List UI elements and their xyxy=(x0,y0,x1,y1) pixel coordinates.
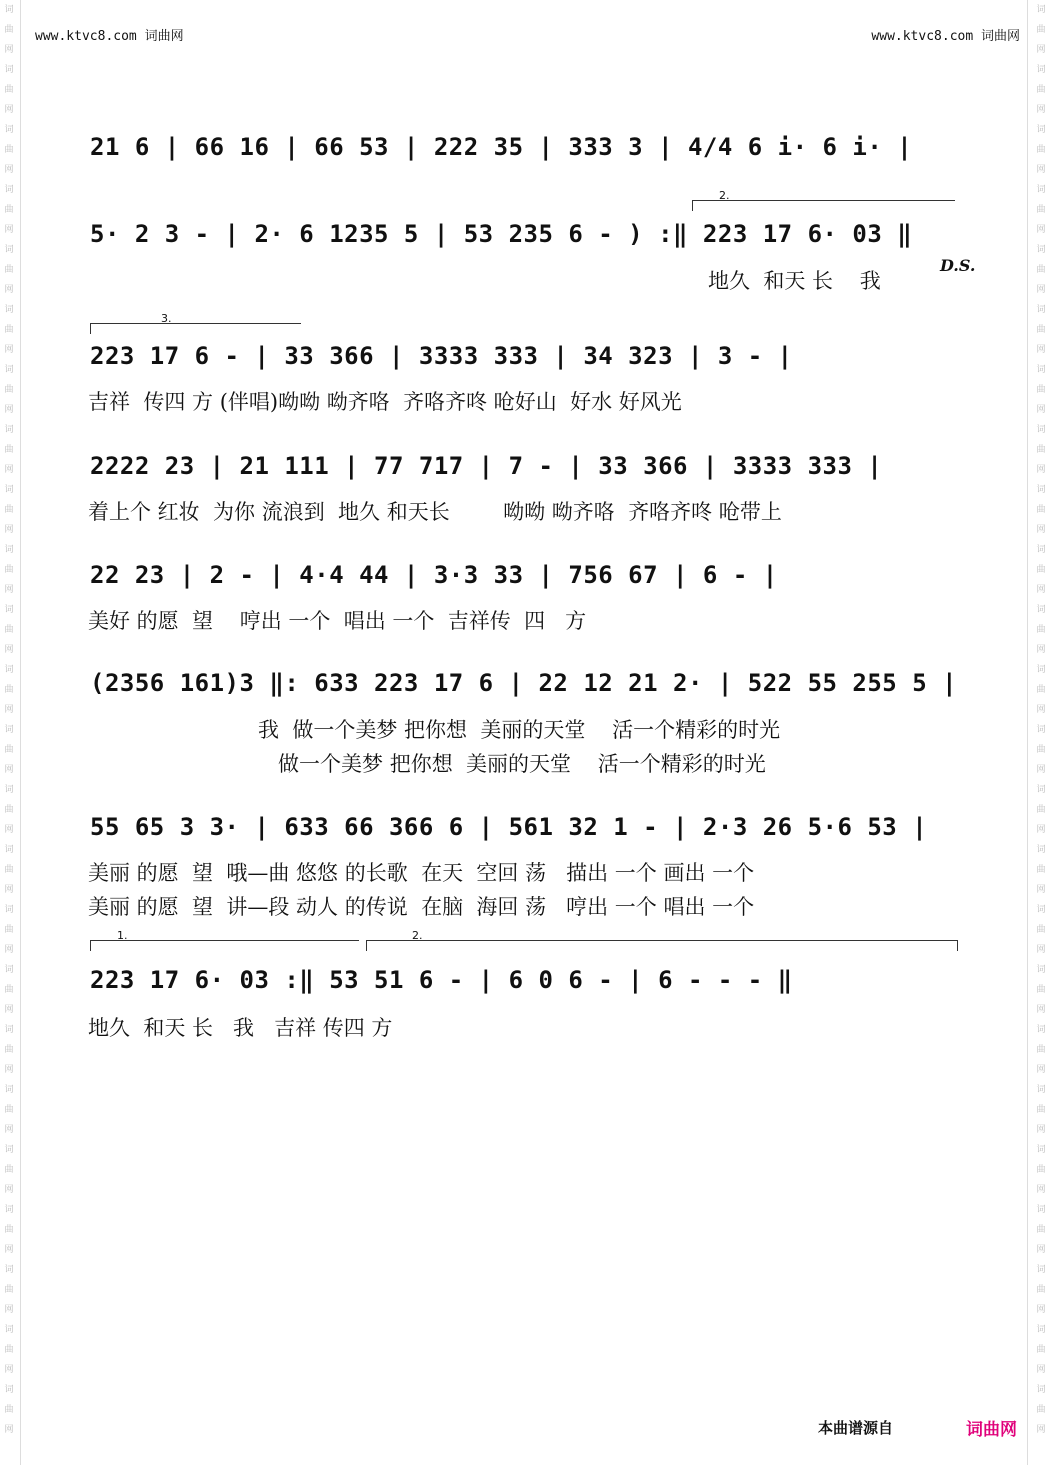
footer-source-label: 本曲谱源自 xyxy=(818,1419,894,1437)
ds-marking: D.S. xyxy=(940,256,976,275)
score-line-7-lyric-verse-2: 美丽 的愿 望 讲—段 动人 的传说 在脑 海回 荡 哼出 一个 唱出 一个 xyxy=(88,895,755,919)
score-line-2-notes: 5· 2 3 - | 2· 6 1235 5 | 53 235 6 - ) :‖ 223 17 6· 03 ‖ xyxy=(90,220,913,248)
score-line-7-notes: 55 65 3 3· | 633 66 366 6 | 561 32 1 - | 2·3 26 5·6 53 | xyxy=(90,813,928,841)
volta-bracket-2 xyxy=(692,189,955,211)
score-line-5-notes: 22 23 | 2 - | 4·4 44 | 3·3 33 | 756 67 | 6 - | xyxy=(90,561,778,589)
site-header-left: www.ktvc8.com 词曲网 xyxy=(35,29,184,44)
side-watermark-left: 词曲网词曲网词曲网词曲网词曲网词曲网词曲网词曲网词曲网词曲网词曲网词曲网词曲网词曲网词曲网词曲网词曲网词曲网词曲网词曲网词曲网词曲网词曲网词曲网 xyxy=(4,5,14,1435)
score-line-7-lyric-verse-1: 美丽 的愿 望 哦—曲 悠悠 的长歌 在天 空回 荡 描出 一个 画出 一个 xyxy=(88,861,755,885)
score-line-3-notes: 223 17 6 - | 33 366 | 3333 333 | 34 323 | 3 - | xyxy=(90,342,793,370)
volta-number: 2. xyxy=(719,189,730,202)
score-line-4-lyric: 着上个 红妆 为你 流浪到 地久 和天长 呦呦 呦齐咯 齐咯齐咚 呛带上 xyxy=(88,500,782,524)
score-line-5-lyric: 美好 的愿 望 哼出 一个 唱出 一个 吉祥传 四 方 xyxy=(88,609,587,633)
score-line-2-lyric: 地久 和天 长 我 xyxy=(708,269,881,293)
score-line-3-lyric: 吉祥 传四 方 (伴唱)呦呦 呦齐咯 齐咯齐咚 呛好山 好水 好风光 xyxy=(88,390,682,414)
score-line-1-notes: 21 6 | 66 16 | 66 53 | 222 35 | 333 3 | 4/4 6 i· 6 i· | xyxy=(90,133,913,161)
score-line-6-notes: (2356 161)3 ‖: 633 223 17 6 | 22 12 21 2· | 522 55 255 5 | xyxy=(90,669,958,697)
volta-number: 2. xyxy=(412,929,423,942)
volta-bracket-1 xyxy=(90,929,359,951)
volta-number: 3. xyxy=(161,312,172,325)
footer-brand-logo[interactable]: 词曲网 xyxy=(966,1420,1017,1440)
right-margin-rule xyxy=(1027,0,1028,1465)
side-watermark-right: 词曲网词曲网词曲网词曲网词曲网词曲网词曲网词曲网词曲网词曲网词曲网词曲网词曲网词曲网词曲网词曲网词曲网词曲网词曲网词曲网词曲网词曲网词曲网词曲网 xyxy=(1036,5,1046,1435)
score-line-6-lyric-verse-2: 做一个美梦 把你想 美丽的天堂 活一个精彩的时光 xyxy=(258,752,766,776)
left-margin-rule xyxy=(20,0,21,1465)
score-line-6-lyric-verse-1: 我 做一个美梦 把你想 美丽的天堂 活一个精彩的时光 xyxy=(258,718,781,742)
volta-bracket-2-final xyxy=(366,929,958,951)
volta-number: 1. xyxy=(117,929,128,942)
site-header-right: www.ktvc8.com 词曲网 xyxy=(871,29,1020,44)
volta-bracket-3 xyxy=(90,312,301,334)
score-line-8-lyric: 地久 和天 长 我 吉祥 传四 方 xyxy=(88,1016,393,1040)
score-line-8-notes: 223 17 6· 03 :‖ 53 51 6 - | 6 0 6 - | 6 - - - ‖ xyxy=(90,966,793,994)
score-line-4-notes: 2222 23 | 21 111 | 77 717 | 7 - | 33 366 | 3333 333 | xyxy=(90,452,883,480)
